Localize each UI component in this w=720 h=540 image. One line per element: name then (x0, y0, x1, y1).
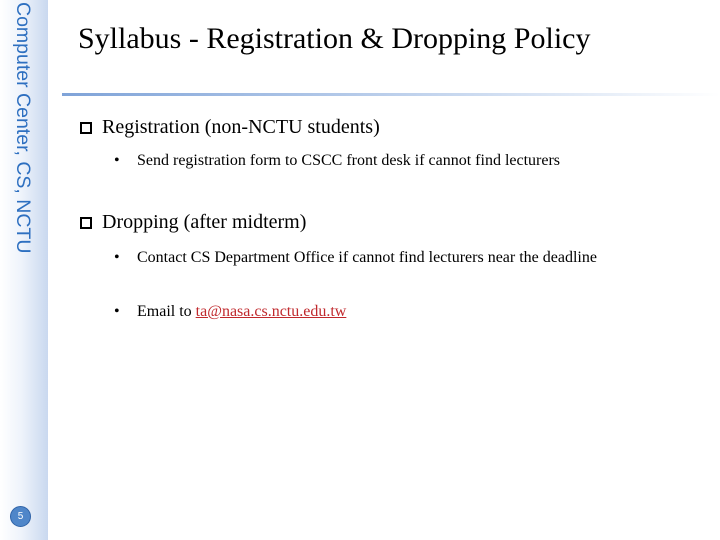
sidebar-band (0, 0, 48, 540)
checkbox-bullet-icon (80, 122, 92, 134)
bullet-dot-icon: • (114, 152, 120, 169)
bullet-item (114, 150, 684, 172)
page-number-badge: 5 (10, 506, 31, 527)
bullet-item (114, 301, 654, 323)
section-heading: Dropping (after midterm) (102, 211, 307, 233)
section-registration (80, 116, 380, 139)
slide-title: Syllabus - Registration & Dropping Policy (78, 22, 591, 55)
bullet-dot-icon: • (114, 303, 120, 320)
section-dropping (80, 211, 306, 234)
sidebar-vertical-text: Computer Center, CS, NCTU (12, 2, 34, 254)
bullet-dot-icon: • (114, 249, 120, 266)
section-heading: Registration (non-NCTU students) (102, 116, 380, 138)
email-link[interactable]: ta@nasa.cs.nctu.edu.tw (195, 303, 347, 320)
email-prefix: Email to (137, 303, 196, 320)
bullet-text: Send registration form to CSCC front desk if cannot find lecturers (137, 152, 561, 169)
title-underline (62, 93, 720, 96)
bullet-item (114, 247, 654, 269)
bullet-text: Contact CS Department Office if cannot find lecturers near the deadline (137, 249, 597, 266)
bullet-text-email (137, 301, 654, 323)
checkbox-bullet-icon (80, 217, 92, 229)
